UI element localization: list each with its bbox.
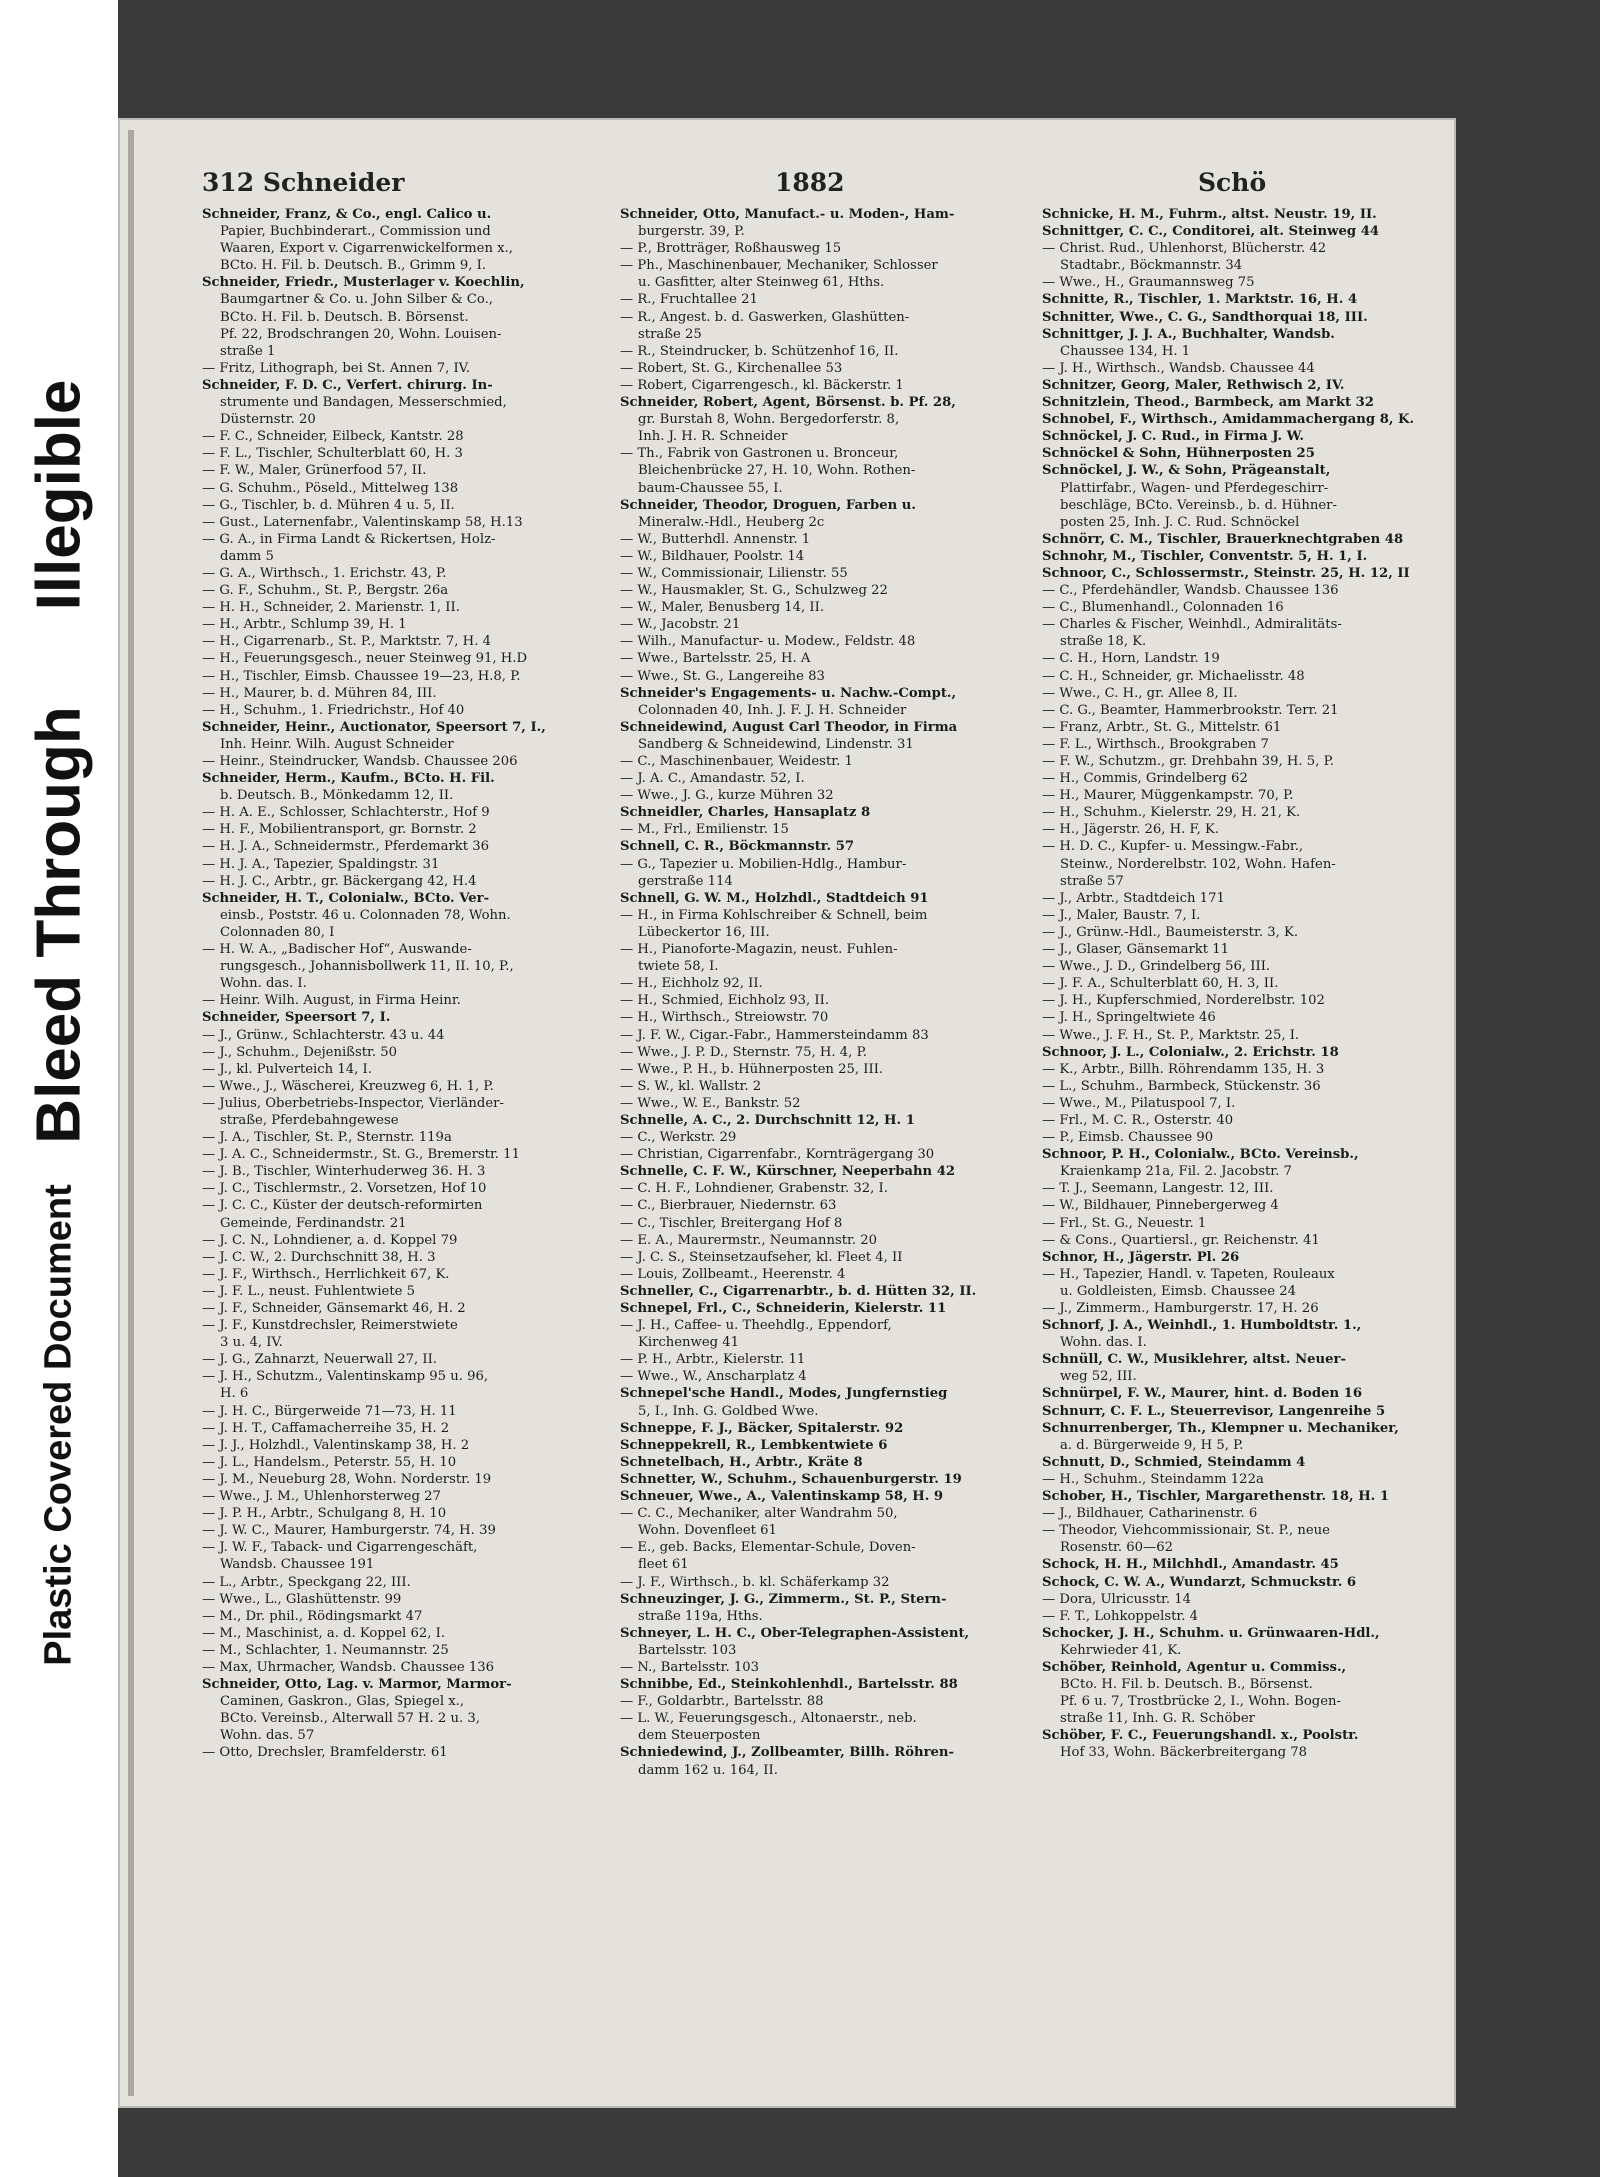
directory-entry: Schnitte, R., Tischler, 1. Marktstr. 16, H. 4 [1042, 292, 1358, 308]
directory-entry: Schnelle, A. C., 2. Durchschnitt 12, H. 1 [620, 1112, 915, 1128]
directory-entry: Inh. Heinr. Wilh. August Schneider [220, 736, 454, 752]
directory-entry: — H., Wirthsch., Streiowstr. 70 [620, 1010, 829, 1026]
directory-entry: — J. W. F., Taback- und Cigarrengeschäft, [202, 1540, 478, 1556]
directory-entry: BCto. H. Fil. b. Deutsch. B., Börsenst. [1060, 1677, 1313, 1693]
directory-entry: — Fritz, Lithograph, bei St. Annen 7, IV. [202, 360, 471, 376]
directory-entry: — Charles & Fischer, Weinhdl., Admiralitäts- [1042, 617, 1342, 633]
tag-bleed-through: Bleed Through [24, 706, 94, 1144]
directory-entry: Colonnaden 40, Inh. J. F. J. H. Schneider [638, 702, 907, 718]
directory-entry: Schnürpel, F. W., Maurer, hint. d. Boden 16 [1042, 1386, 1362, 1402]
directory-entry: — J. H., Schutzm., Valentinskamp 95 u. 96, [202, 1369, 489, 1385]
directory-entry: — H. W. A., „Badischer Hof“, Auswande- [202, 942, 472, 958]
directory-entry: Schneuer, Wwe., A., Valentinskamp 58, H. 9 [620, 1489, 944, 1505]
directory-entry: Schnetter, W., Schuhm., Schauenburgerstr. 19 [620, 1471, 962, 1487]
directory-entry: Schnell, C. R., Böckmannstr. 57 [620, 839, 855, 855]
directory-entry: BCto. H. Fil. b. Deutsch. B., Grimm 9, I. [220, 258, 486, 274]
directory-entry: — C., Blumenhandl., Colonnaden 16 [1042, 600, 1284, 616]
directory-entry: Rosenstr. 60—62 [1060, 1540, 1173, 1556]
directory-entry: — J., Bildhauer, Catharinenstr. 6 [1042, 1506, 1258, 1522]
directory-entry: — H., Cigarrenarb., St. P., Marktstr. 7, H. 4 [202, 634, 491, 650]
directory-entry: — T. J., Seemann, Langestr. 12, III. [1042, 1181, 1274, 1197]
directory-entry: Gemeinde, Ferdinandstr. 21 [220, 1215, 407, 1231]
directory-entry: — H., Jägerstr. 26, H. F, K. [1042, 822, 1220, 838]
directory-entry: — W., Commissionair, Lilienstr. 55 [620, 565, 848, 581]
directory-entry: — J. A. C., Schneidermstr., St. G., Bremerstr. 11 [202, 1147, 520, 1163]
directory-entry: — Heinr., Steindrucker, Wandsb. Chaussee 206 [202, 754, 518, 769]
directory-entry: Schnörr, C. M., Tischler, Brauerknechtgraben 48 [1042, 531, 1404, 547]
directory-entry: — Theodor, Viehcommissionair, St. P., neue [1042, 1523, 1330, 1539]
directory-entry: Baumgartner & Co. u. John Silber & Co., [220, 292, 493, 308]
directory-entry: posten 25, Inh. J. C. Rud. Schnöckel [1060, 514, 1300, 530]
directory-entry: — C., Bierbrauer, Niedernstr. 63 [620, 1198, 837, 1214]
directory-entry: burgerstr. 39, P. [638, 224, 745, 240]
directory-entry: — H., Commis, Grindelberg 62 [1042, 771, 1248, 787]
directory-entry: — J. B., Tischler, Winterhuderweg 36. H. 3 [202, 1164, 486, 1180]
directory-entry: Schnöckel, J. W., & Sohn, Prägeanstalt, [1042, 463, 1331, 479]
directory-entry: — J. F. W., Cigar.-Fabr., Hammersteindamm 83 [620, 1027, 929, 1043]
directory-entry: — H., Feuerungsgesch., neuer Steinweg 91, H.D [202, 651, 528, 667]
directory-entry: Schneppekrell, R., Lembkentwiete 6 [620, 1437, 888, 1453]
directory-entry: Pf. 22, Brodschrangen 20, Wohn. Louisen- [220, 326, 502, 342]
directory-column-2 [620, 206, 1020, 2086]
directory-entry: — H., Pianoforte-Magazin, neust. Fuhlen- [620, 942, 898, 958]
directory-entry: — J. H. T., Caffamacherreihe 35, H. 2 [202, 1420, 450, 1436]
directory-entry: — Wwe., W., Anscharplatz 4 [620, 1369, 807, 1385]
directory-entry: — M., Maschinist, a. d. Koppel 62, I. [202, 1625, 446, 1641]
directory-entry: a. d. Bürgerweide 9, H 5, P. [1060, 1437, 1244, 1453]
directory-entry: — J., Maler, Baustr. 7, I. [1042, 907, 1201, 923]
directory-entry: Schnepel, Frl., C., Schneiderin, Kielerstr. 11 [620, 1301, 947, 1316]
directory-entry: gerstraße 114 [638, 873, 733, 889]
directory-entry: — Franz, Arbtr., St. G., Mittelstr. 61 [1042, 719, 1282, 735]
directory-entry: — F. W., Schutzm., gr. Drehbahn 39, H. 5, P. [1042, 754, 1334, 769]
directory-entry: gr. Burstah 8, Wohn. Bergedorferstr. 8, [638, 412, 900, 428]
directory-entry: Schnepel'sche Handl., Modes, Jungfernstieg [620, 1386, 948, 1402]
directory-entry: straße 119a, Hths. [638, 1608, 763, 1624]
directory-entry: — J. C. N., Lohndiener, a. d. Koppel 79 [202, 1232, 458, 1248]
directory-entry: Wohn. das. I. [220, 976, 307, 992]
directory-entry: — Wwe., H., Graumannsweg 75 [1042, 275, 1255, 291]
directory-entry: Schneider, Heinr., Auctionator, Speersort 7, I., [202, 719, 546, 735]
directory-entry: — Wwe., Bartelsstr. 25, H. A [620, 651, 811, 667]
directory-entry: Schnetelbach, H., Arbtr., Kräte 8 [620, 1454, 863, 1470]
directory-entry: 3 u. 4, IV. [220, 1335, 283, 1351]
directory-entry: Schnüll, C. W., Musiklehrer, altst. Neuer- [1042, 1352, 1346, 1368]
directory-entry: Wohn. Dovenfleet 61 [638, 1523, 777, 1539]
directory-entry: — Wwe., J. G., kurze Mühren 32 [620, 788, 834, 804]
directory-entry: — J., kl. Pulverteich 14, I. [202, 1061, 372, 1077]
directory-entry: Schnohr, M., Tischler, Conventstr. 5, H. 1, I. [1042, 548, 1368, 564]
directory-entry: — H., Schuhm., Kielerstr. 29, H. 21, K. [1042, 805, 1301, 821]
directory-entry: Stadtabr., Böckmannstr. 34 [1060, 258, 1243, 274]
directory-entry: Schnurr, C. F. L., Steuerrevisor, Langenreihe 5 [1042, 1403, 1386, 1419]
directory-entry: — J. H. C., Bürgerweide 71—73, H. 11 [202, 1403, 457, 1419]
directory-entry: — P., Brotträger, Roßhausweg 15 [620, 241, 842, 257]
directory-entry: — J. A. C., Amandastr. 52, I. [620, 771, 805, 787]
directory-entry: — W., Jacobstr. 21 [620, 617, 741, 633]
directory-entry: — Robert, St. G., Kirchenallee 53 [620, 360, 843, 376]
directory-entry: dem Steuerposten [638, 1728, 761, 1744]
directory-entry: H. 6 [220, 1386, 249, 1402]
directory-entry: — J., Grünw., Schlachterstr. 43 u. 44 [202, 1027, 445, 1043]
directory-entry: Plattirfabr., Wagen- und Pferdegeschirr- [1060, 480, 1329, 496]
directory-entry: — Wwe., W. E., Bankstr. 52 [620, 1095, 801, 1111]
directory-entry: — G. F., Schuhm., St. P., Bergstr. 26a [202, 583, 449, 599]
directory-entry: — Dora, Ulricusstr. 14 [1042, 1591, 1192, 1607]
directory-entry: Waaren, Export v. Cigarrenwickelformen x., [220, 241, 513, 257]
directory-entry: b. Deutsch. B., Mönkedamm 12, II. [220, 788, 454, 804]
directory-entry: — H., Tapezier, Handl. v. Tapeten, Rouleaux [1042, 1266, 1335, 1282]
directory-entry: twiete 58, I. [638, 959, 719, 975]
directory-entry: straße 18, K. [1060, 634, 1147, 650]
directory-entry: — J. H., Kupferschmied, Norderelbstr. 102 [1042, 993, 1325, 1009]
directory-entry: — Christian, Cigarrenfabr., Kornträgergang 30 [620, 1147, 935, 1163]
directory-entry: Schneider, Robert, Agent, Börsenst. b. Pf. 28, [620, 395, 956, 411]
directory-entry: — J., Grünw.-Hdl., Baumeisterstr. 3, K. [1042, 924, 1299, 940]
directory-entry: Kraienkamp 21a, Fil. 2. Jacobstr. 7 [1060, 1164, 1292, 1180]
directory-entry: — H. J. C., Arbtr., gr. Bäckergang 42, H.4 [202, 873, 477, 889]
directory-entry: u. Gasfitter, alter Steinweg 61, Hths. [638, 275, 885, 291]
directory-entry: — L. W., Feuerungsgesch., Altonaerstr., neb. [620, 1711, 917, 1727]
directory-entry: — C., Tischler, Breitergang Hof 8 [620, 1215, 843, 1231]
directory-entry: — & Cons., Quartiersl., gr. Reichenstr. 41 [1042, 1232, 1320, 1248]
directory-entry: Schober, H., Tischler, Margarethenstr. 18, H. 1 [1042, 1489, 1390, 1505]
directory-entry: — J. F., Kunstdrechsler, Reimerstwiete [202, 1318, 458, 1334]
directory-entry: — J. F., Wirthsch., Herrlichkeit 67, K. [202, 1266, 450, 1282]
directory-entry: Lübeckertor 16, III. [638, 924, 770, 940]
directory-entry: — Louis, Zollbeamt., Heerenstr. 4 [620, 1266, 846, 1282]
directory-entry: — J. A., Tischler, St. P., Sternstr. 119a [202, 1130, 452, 1146]
directory-entry: Schnell, G. W. M., Holzhdl., Stadtdeich 91 [620, 890, 929, 906]
directory-entry: — Frl., St. G., Neuestr. 1 [1042, 1215, 1207, 1231]
directory-entry: damm 162 u. 164, II. [638, 1762, 778, 1778]
directory-entry: Schneider, Herm., Kaufm., BCto. H. Fil. [202, 771, 495, 787]
directory-entry: baum-Chaussee 55, I. [638, 480, 783, 496]
directory-entry: Kehrwieder 41, K. [1060, 1642, 1182, 1658]
directory-entry: — W., Bildhauer, Poolstr. 14 [620, 548, 805, 564]
directory-entry: einsb., Poststr. 46 u. Colonnaden 78, Wohn. [220, 907, 511, 923]
page-header-right: Schö [1198, 168, 1267, 197]
directory-entry: — J. H., Caffee- u. Theehdlg., Eppendorf, [620, 1318, 892, 1334]
directory-entry: Colonnaden 80, I [220, 924, 335, 940]
directory-entry: — E. A., Maurermstr., Neumannstr. 20 [620, 1232, 878, 1248]
directory-entry: — W., Bildhauer, Pinnebergerweg 4 [1042, 1198, 1279, 1214]
directory-entry: — Th., Fabrik von Gastronen u. Bronceur, [620, 446, 899, 462]
directory-entry: Schneuzinger, J. G., Zimmerm., St. P., Stern- [620, 1591, 947, 1607]
directory-entry: — G., Tapezier u. Mobilien-Hdlg., Hambur- [620, 856, 907, 872]
binding-edge [128, 130, 134, 2096]
directory-entry: — Ph., Maschinenbauer, Mechaniker, Schlosser [620, 258, 938, 274]
directory-entry: — H., Schmied, Eichholz 93, II. [620, 993, 830, 1009]
directory-entry: — F. T., Lohkoppelstr. 4 [1042, 1608, 1199, 1624]
directory-entry: — F. L., Tischler, Schulterblatt 60, H. 3 [202, 446, 463, 462]
directory-entry: — J. F., Wirthsch., b. kl. Schäferkamp 32 [620, 1574, 890, 1590]
directory-entry: Schnoor, P. H., Colonialw., BCto. Vereinsb., [1042, 1147, 1359, 1163]
directory-entry: — Wilh., Manufactur- u. Modew., Feldstr. 48 [620, 634, 916, 650]
directory-entry: — R., Steindrucker, b. Schützenhof 16, II. [620, 343, 899, 359]
directory-entry: — G. Schuhm., Pöseld., Mittelweg 138 [202, 480, 459, 496]
directory-entry: — H. J. A., Tapezier, Spaldingstr. 31 [202, 856, 440, 872]
directory-entry: — J. J., Holzhdl., Valentinskamp 38, H. 2 [202, 1437, 470, 1453]
directory-entry: — Wwe., J. D., Grindelberg 56, III. [1042, 959, 1271, 975]
directory-entry: — C. G., Beamter, Hammerbrookstr. Terr. 21 [1042, 702, 1339, 718]
directory-entry: — J. L., Handelsm., Peterstr. 55, H. 10 [202, 1454, 457, 1470]
directory-entry: Schnibbe, Ed., Steinkohlenhdl., Bartelsstr. 88 [620, 1677, 958, 1693]
directory-entry: — H. H., Schneider, 2. Marienstr. 1, II. [202, 600, 460, 616]
directory-entry: BCto. Vereinsb., Alterwall 57 H. 2 u. 3, [220, 1711, 480, 1727]
directory-entry: rungsgesch., Johannisbollwerk 11, II. 10, P., [220, 959, 514, 975]
directory-entry: — Robert, Cigarrengesch., kl. Bäckerstr. 1 [620, 377, 904, 393]
directory-entry: Schnutt, D., Schmied, Steindamm 4 [1042, 1454, 1306, 1470]
directory-entry: — Christ. Rud., Uhlenhorst, Blücherstr. 42 [1042, 241, 1327, 257]
directory-entry: — Wwe., L., Glashüttenstr. 99 [202, 1591, 402, 1607]
directory-entry: — C. H., Schneider, gr. Michaelisstr. 48 [1042, 668, 1305, 684]
directory-entry: Inh. J. H. R. Schneider [638, 429, 788, 445]
directory-entry: — Otto, Drechsler, Bramfelderstr. 61 [202, 1745, 448, 1761]
directory-entry: Schock, C. W. A., Wundarzt, Schmuckstr. 6 [1042, 1574, 1357, 1590]
directory-entry: — C., Maschinenbauer, Weidestr. 1 [620, 754, 853, 769]
directory-entry: — R., Angest. b. d. Gaswerken, Glashütten- [620, 309, 910, 325]
directory-entry: Pf. 6 u. 7, Trostbrücke 2, I., Wohn. Bogen- [1060, 1694, 1341, 1710]
directory-entry: Schnittger, J. J. A., Buchhalter, Wandsb. [1042, 326, 1335, 342]
directory-entry: Schneider, Theodor, Droguen, Farben u. [620, 497, 916, 513]
directory-entry: — J. F. A., Schulterblatt 60, H. 3, II. [1042, 976, 1279, 992]
directory-entry: — Wwe., J. P. D., Sternstr. 75, H. 4, P. [620, 1044, 867, 1060]
directory-entry: — K., Arbtr., Billh. Röhrendamm 135, H. 3 [1042, 1061, 1325, 1077]
directory-entry: — C. H., Horn, Landstr. 19 [1042, 651, 1220, 667]
directory-entry: Wandsb. Chaussee 191 [220, 1557, 375, 1573]
directory-entry: — Wwe., J., Wäscherei, Kreuzweg 6, H. 1, P. [202, 1078, 494, 1094]
directory-entry: — Julius, Oberbetriebs-Inspector, Vierländer- [202, 1095, 504, 1111]
directory-entry: Schneider, Friedr., Musterlager v. Koechlin, [202, 275, 525, 291]
directory-entry: Sandberg & Schneidewind, Lindenstr. 31 [638, 736, 914, 752]
directory-entry: u. Goldleisten, Eimsb. Chaussee 24 [1060, 1283, 1296, 1299]
directory-entry: Schneider, Speersort 7, I. [202, 1010, 391, 1026]
directory-entry: Papier, Buchbinderart., Commission und [220, 224, 491, 240]
tag-plastic-covered: Plastic Covered Document [37, 1184, 80, 1666]
directory-entry: damm 5 [220, 548, 274, 564]
directory-entry: — H., Maurer, Müggenkampstr. 70, P. [1042, 788, 1294, 804]
directory-entry: Schneider, Otto, Lag. v. Marmor, Marmor- [202, 1677, 512, 1693]
directory-entry: Wohn. das. 57 [220, 1728, 315, 1744]
directory-entry: Bleichenbrücke 27, H. 10, Wohn. Rothen- [638, 463, 916, 479]
directory-entry: — P., Eimsb. Chaussee 90 [1042, 1130, 1214, 1146]
directory-entry: Schnöckel, J. C. Rud., in Firma J. W. [1042, 429, 1305, 445]
directory-entry: — J. C. S., Steinsetzaufseher, kl. Fleet 4, II [620, 1249, 903, 1265]
directory-entry: BCto. H. Fil. b. Deutsch. B. Börsenst. [220, 309, 469, 325]
directory-entry: Schnicke, H. M., Fuhrm., altst. Neustr. 19, II. [1042, 207, 1377, 222]
directory-entry: — C., Pferdehändler, Wandsb. Chaussee 136 [1042, 583, 1339, 599]
directory-entry: straße 1 [220, 343, 276, 359]
directory-entry: — Heinr. Wilh. August, in Firma Heinr. [202, 993, 461, 1009]
directory-entry: — H. D. C., Kupfer- u. Messingw.-Fabr., [1042, 839, 1304, 855]
directory-entry: — W., Hausmakler, St. G., Schulzweg 22 [620, 583, 888, 599]
directory-entry: — J. F. L., neust. Fuhlentwiete 5 [202, 1283, 416, 1299]
directory-entry: Schnoor, C., Schlossermstr., Steinstr. 25, H. 12, II [1042, 565, 1410, 581]
directory-entry: Schnelle, C. F. W., Kürschner, Neeperbahn 42 [620, 1164, 956, 1180]
directory-entry: — C. H. F., Lohndiener, Grabenstr. 32, I. [620, 1181, 888, 1197]
directory-entry: straße, Pferdebahngewese [220, 1112, 399, 1128]
directory-entry: — Wwe., J. F. H., St. P., Marktstr. 25, I. [1042, 1027, 1300, 1043]
directory-entry: Hof 33, Wohn. Bäckerbreitergang 78 [1060, 1745, 1308, 1761]
directory-entry: weg 52, III. [1060, 1369, 1137, 1385]
directory-entry: — G. A., in Firma Landt & Rickertsen, Holz- [202, 531, 496, 547]
directory-entry: — Wwe., St. G., Langereihe 83 [620, 668, 825, 684]
directory-entry: Schneidewind, August Carl Theodor, in Firma [620, 719, 958, 735]
directory-entry: — J. C., Tischlermstr., 2. Vorsetzen, Hof 10 [202, 1181, 487, 1197]
document-tags-sidebar [0, 0, 118, 2177]
directory-entry: — H., Arbtr., Schlump 39, H. 1 [202, 617, 407, 633]
directory-entry: — J. P. H., Arbtr., Schulgang 8, H. 10 [202, 1506, 447, 1522]
directory-entry: — F. C., Schneider, Eilbeck, Kantstr. 28 [202, 429, 464, 445]
directory-entry: — G., Tischler, b. d. Mühren 4 u. 5, II. [202, 497, 455, 513]
directory-entry: — H., Schuhm., 1. Friedrichstr., Hof 40 [202, 702, 465, 718]
page-header-year: 1882 [775, 168, 845, 197]
directory-entry: — Max, Uhrmacher, Wandsb. Chaussee 136 [202, 1659, 495, 1675]
directory-entry: Schnitter, Wwe., C. G., Sandthorquai 18, III. [1042, 309, 1368, 325]
directory-entry: straße 11, Inh. G. R. Schöber [1060, 1711, 1255, 1727]
directory-entry: Schneider, H. T., Colonialw., BCto. Ver- [202, 890, 490, 906]
directory-entry: — Frl., M. C. R., Osterstr. 40 [1042, 1112, 1234, 1128]
directory-entry: — J., Glaser, Gänsemarkt 11 [1042, 942, 1230, 958]
directory-entry: Schneider, Otto, Manufact.- u. Moden-, Ham- [620, 207, 955, 222]
directory-entry: Schnobel, F., Wirthsch., Amidammachergang 8, K. [1042, 412, 1415, 428]
directory-entry: — M., Dr. phil., Rödingsmarkt 47 [202, 1608, 423, 1624]
directory-entry: straße 25 [638, 326, 702, 342]
directory-entry: — L., Schuhm., Barmbeck, Stückenstr. 36 [1042, 1078, 1321, 1094]
tag-illegible: Illegible [24, 379, 94, 611]
directory-entry: — Wwe., J. M., Uhlenhorsterweg 27 [202, 1489, 441, 1505]
directory-entry: Wohn. das. I. [1060, 1335, 1147, 1351]
directory-entry: Schnorf, J. A., Weinhdl., 1. Humboldtstr. 1., [1042, 1318, 1362, 1334]
directory-entry: — H., in Firma Kohlschreiber & Schnell, beim [620, 907, 928, 923]
directory-entry: Kirchenweg 41 [638, 1335, 740, 1351]
page-header-left: 312 Schneider [202, 168, 405, 197]
directory-entry: — E., geb. Backs, Elementar-Schule, Doven- [620, 1540, 916, 1556]
directory-entry: — J. H., Wirthsch., Wandsb. Chaussee 44 [1042, 360, 1315, 376]
directory-entry: — Wwe., P. H., b. Hühnerposten 25, III. [620, 1061, 884, 1077]
directory-entry: — J. C. C., Küster der deutsch-reformirten [202, 1198, 483, 1214]
directory-entry: strumente und Bandagen, Messerschmied, [220, 395, 507, 411]
directory-entry: Schnor, H., Jägerstr. Pl. 26 [1042, 1249, 1240, 1265]
directory-entry: Schnitzer, Georg, Maler, Rethwisch 2, IV. [1042, 377, 1345, 393]
directory-entry: Caminen, Gaskron., Glas, Spiegel x., [220, 1694, 465, 1710]
directory-entry: Schneider, Franz, & Co., engl. Calico u. [202, 207, 492, 222]
directory-entry: — H., Tischler, Eimsb. Chaussee 19—23, H.8, P. [202, 668, 521, 684]
directory-entry: — Gust., Laternenfabr., Valentinskamp 58, H.13 [202, 514, 523, 530]
directory-entry: Bartelsstr. 103 [638, 1642, 737, 1658]
directory-entry: — C. C., Mechaniker, alter Wandrahm 50, [620, 1506, 898, 1522]
directory-entry: Schocker, J. H., Schuhm. u. Grünwaaren-Hdl., [1042, 1625, 1380, 1641]
directory-entry: Schnoor, J. L., Colonialw., 2. Erichstr. 18 [1042, 1044, 1339, 1060]
directory-entry: Schock, H. H., Milchhdl., Amandastr. 45 [1042, 1557, 1339, 1573]
directory-entry: — H., Eichholz 92, II. [620, 976, 763, 992]
directory-entry: — M., Frl., Emilienstr. 15 [620, 822, 789, 838]
directory-entry: — H. A. E., Schlosser, Schlachterstr., Hof 9 [202, 805, 490, 821]
directory-entry: Schnurrenberger, Th., Klempner u. Mechaniker, [1042, 1420, 1399, 1436]
directory-entry: Düsternstr. 20 [220, 412, 316, 428]
directory-entry: Schnöckel & Sohn, Hühnerposten 25 [1042, 446, 1315, 462]
directory-entry: — J., Zimmerm., Hamburgerstr. 17, H. 26 [1042, 1301, 1319, 1316]
directory-entry: Steinw., Norderelbstr. 102, Wohn. Hafen- [1060, 856, 1336, 872]
directory-entry: — J. G., Zahnarzt, Neuerwall 27, II. [202, 1352, 437, 1368]
directory-entry: — R., Fruchtallee 21 [620, 292, 758, 308]
directory-entry: Chaussee 134, H. 1 [1060, 343, 1191, 359]
directory-entry: — J. H., Springeltwiete 46 [1042, 1010, 1216, 1026]
directory-entry: — H. J. A., Schneidermstr., Pferdemarkt 36 [202, 839, 490, 855]
directory-entry: — J. W. C., Maurer, Hamburgerstr. 74, H. 39 [202, 1523, 496, 1539]
directory-entry: 5, I., Inh. G. Goldbed Wwe. [638, 1403, 819, 1419]
directory-entry: — J. F., Schneider, Gänsemarkt 46, H. 2 [202, 1301, 466, 1316]
directory-entry: — J., Schuhm., Dejenißstr. 50 [202, 1044, 398, 1060]
directory-entry: Schnitzlein, Theod., Barmbeck, am Markt 32 [1042, 395, 1374, 411]
directory-entry: — Wwe., M., Pilatuspool 7, I. [1042, 1095, 1236, 1111]
directory-entry: — Wwe., C. H., gr. Allee 8, II. [1042, 685, 1238, 701]
directory-entry: — F., Goldarbtr., Bartelsstr. 88 [620, 1694, 824, 1710]
directory-entry: Schneider's Engagements- u. Nachw.-Compt., [620, 685, 957, 701]
directory-entry: Schöber, Reinhold, Agentur u. Commiss., [1042, 1659, 1347, 1675]
directory-entry: — N., Bartelsstr. 103 [620, 1659, 760, 1675]
directory-entry: beschläge, BCto. Vereinsb., b. d. Hühner- [1060, 497, 1337, 513]
scanned-directory-page [118, 118, 1456, 2108]
directory-entry: Schneppe, F. J., Bäcker, Spitalerstr. 92 [620, 1420, 904, 1436]
directory-entry: — J. M., Neueburg 28, Wohn. Norderstr. 19 [202, 1471, 492, 1487]
directory-entry: — G. A., Wirthsch., 1. Erichstr. 43, P. [202, 565, 447, 581]
directory-entry: — J. C. W., 2. Durchschnitt 38, H. 3 [202, 1249, 436, 1265]
directory-entry: — C., Werkstr. 29 [620, 1130, 737, 1146]
directory-entry: — H., Maurer, b. d. Mühren 84, III. [202, 685, 437, 701]
directory-entry: Mineralw.-Hdl., Heuberg 2c [638, 514, 825, 530]
directory-entry: — P. H., Arbtr., Kielerstr. 11 [620, 1352, 806, 1368]
directory-entry: — L., Arbtr., Speckgang 22, III. [202, 1574, 411, 1590]
directory-entry: — S. W., kl. Wallstr. 2 [620, 1078, 762, 1094]
directory-entry: — F. L., Wirthsch., Brookgraben 7 [1042, 736, 1269, 752]
directory-entry: Schöber, F. C., Feuerungshandl. x., Poolstr. [1042, 1728, 1359, 1744]
directory-entry: fleet 61 [638, 1557, 689, 1573]
directory-entry: — W., Butterhdl. Annenstr. 1 [620, 531, 811, 547]
directory-entry: — H. F., Mobilientransport, gr. Bornstr. 2 [202, 822, 477, 838]
directory-entry: — H., Schuhm., Steindamm 122a [1042, 1471, 1264, 1487]
directory-entry: Schneller, C., Cigarrenarbtr., b. d. Hütten 32, II. [620, 1283, 977, 1299]
directory-entry: Schneider, F. D. C., Verfert. chirurg. In- [202, 377, 493, 393]
directory-entry: Schneidler, Charles, Hansaplatz 8 [620, 805, 871, 821]
directory-column-1 [202, 206, 602, 2086]
directory-entry: — J., Arbtr., Stadtdeich 171 [1042, 890, 1225, 906]
directory-entry: — F. W., Maler, Grünerfood 57, II. [202, 463, 427, 479]
directory-entry: Schnittger, C. C., Conditorei, alt. Steinweg 44 [1042, 224, 1380, 240]
directory-entry: — W., Maler, Benusberg 14, II. [620, 600, 825, 616]
directory-entry: straße 57 [1060, 873, 1124, 889]
directory-entry: Schneyer, L. H. C., Ober-Telegraphen-Assistent, [620, 1625, 970, 1641]
directory-entry: — M., Schlachter, 1. Neumannstr. 25 [202, 1642, 449, 1658]
directory-column-3 [1042, 206, 1442, 2086]
directory-entry: Schniedewind, J., Zollbeamter, Billh. Röhren- [620, 1745, 954, 1761]
